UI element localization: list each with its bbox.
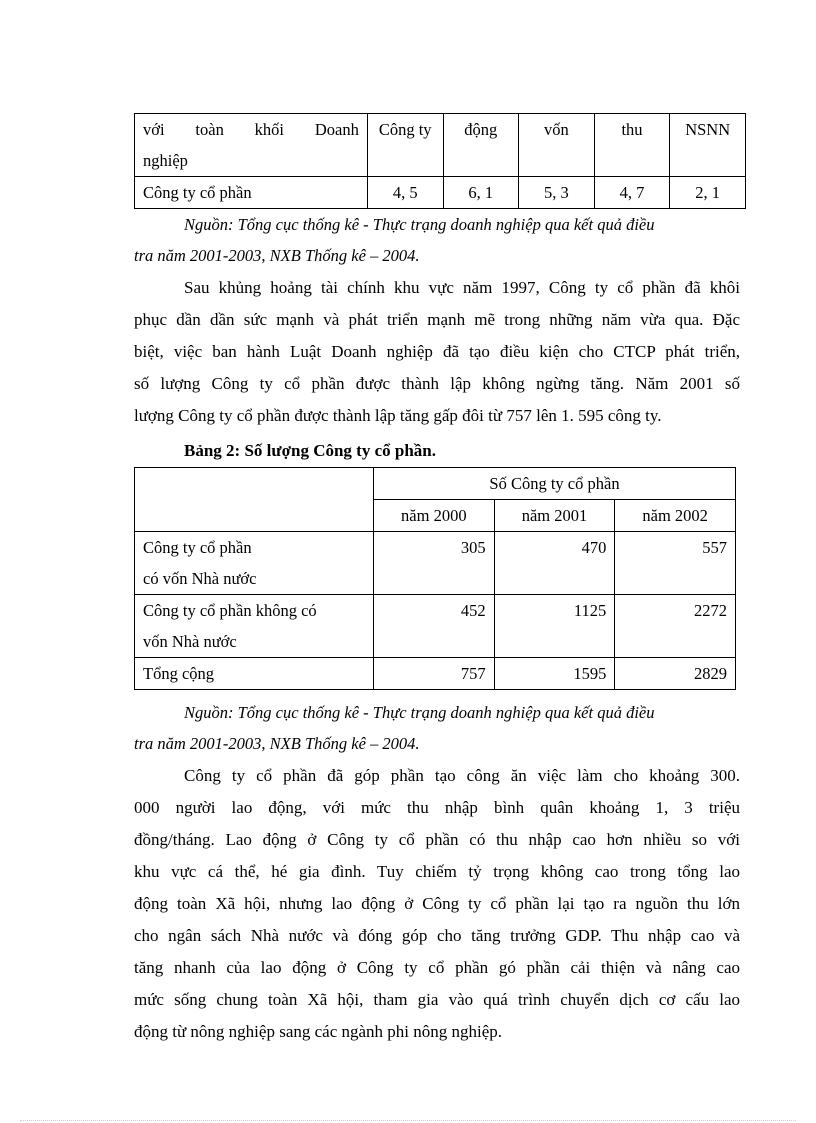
table-1-header-col-1: Công ty <box>367 114 443 177</box>
table-2-group-header-row <box>135 468 736 500</box>
table-2-corner-cell <box>135 468 374 532</box>
table-cell: 470 <box>494 532 615 595</box>
table-1-header-label: với toàn khối Doanh nghiệp <box>135 114 368 177</box>
table-cell: 4, 5 <box>367 177 443 209</box>
table-cell: 6, 1 <box>443 177 519 209</box>
table-cell: 2829 <box>615 658 736 690</box>
table-row <box>135 177 746 209</box>
table-cell: 305 <box>374 532 495 595</box>
table-2-group-header: Số Công ty cổ phần <box>374 468 736 500</box>
table-cell: 4, 7 <box>594 177 670 209</box>
table-1-header-col-3: vốn <box>519 114 595 177</box>
table-2-year-2001: năm 2001 <box>494 500 615 532</box>
table-2-row-label: Tổng cộng <box>135 658 374 690</box>
table-2-year-2000: năm 2000 <box>374 500 495 532</box>
table-cell: 1595 <box>494 658 615 690</box>
table-2-source-note: Nguồn: Tổng cục thống kê - Thực trạng doanh nghiệp qua kết quả điều tra năm 2001-2003, NXB Thống kê – 2004. <box>134 703 655 753</box>
table-2-year-2002: năm 2002 <box>615 500 736 532</box>
table-cell: 1125 <box>494 595 615 658</box>
page-bottom-rule <box>20 1120 796 1121</box>
table-cell: 5, 3 <box>519 177 595 209</box>
table-cell: 757 <box>374 658 495 690</box>
table-cell: 2, 1 <box>670 177 746 209</box>
table-2-row-label: Công ty cổ phần có vốn Nhà nước <box>135 532 374 595</box>
table-1 <box>134 113 746 209</box>
table-1-header-col-4: thu <box>594 114 670 177</box>
paragraph-2: Công ty cổ phần đã góp phần tạo công ăn việc làm cho khoảng 300. 000 người lao động, với mức thu nhập bình quân khoảng 1, 3 triệu đồng/tháng. Lao động ở Công ty cổ phần có thu nhập cao hơn nhiều so với khu vực cá thể, hé gia đình. Tuy chiếm tỷ trọng không cao trong tổng lao động toàn Xã hội, nhưng lao động ở Công ty cổ phần lại tạo ra nguồn thu lớn cho ngân sách Nhà nước và đóng góp cho tăng trưởng GDP. Thu nhập cao và tăng nhanh của lao động ở Công ty cổ phần gó phần cải thiện và nâng cao mức sống chung toàn Xã hội, tham gia vào quá trình chuyển dịch cơ cấu lao động từ nông nghiệp sang các ngành phi nông nghiệp. <box>134 766 740 1041</box>
table-2 <box>134 467 736 690</box>
table-row <box>135 595 736 658</box>
table-row <box>135 658 736 690</box>
table-cell: 2272 <box>615 595 736 658</box>
table-cell: 557 <box>615 532 736 595</box>
table-cell: 452 <box>374 595 495 658</box>
paragraph-1: Sau khủng hoảng tài chính khu vực năm 1997, Công ty cổ phần đã khôi phục dần dần sức mạnh và phát triển mạnh mẽ trong những năm vừa qua. Đặc biệt, việc ban hành Luật Doanh nghiệp đã tạo điều kiện cho CTCP phát triển, số lượng Công ty cổ phần được thành lập không ngừng tăng. Năm 2001 số lượng Công ty cổ phần được thành lập tăng gấp đôi từ 757 lên 1. 595 công ty. <box>134 278 740 425</box>
table-1-row-label: Công ty cổ phần <box>135 177 368 209</box>
table-1-header-row <box>135 114 746 177</box>
table-row <box>135 532 736 595</box>
table-2-caption: Bảng 2: Số lượng Công ty cổ phần. <box>184 441 437 460</box>
table-1-source-note: Nguồn: Tổng cục thống kê - Thực trạng doanh nghiệp qua kết quả điều tra năm 2001-2003, NXB Thống kê – 2004. <box>134 215 655 265</box>
table-2-row-label: Công ty cổ phần không có vốn Nhà nước <box>135 595 374 658</box>
table-1-header-col-5: NSNN <box>670 114 746 177</box>
table-1-header-col-2: động <box>443 114 519 177</box>
